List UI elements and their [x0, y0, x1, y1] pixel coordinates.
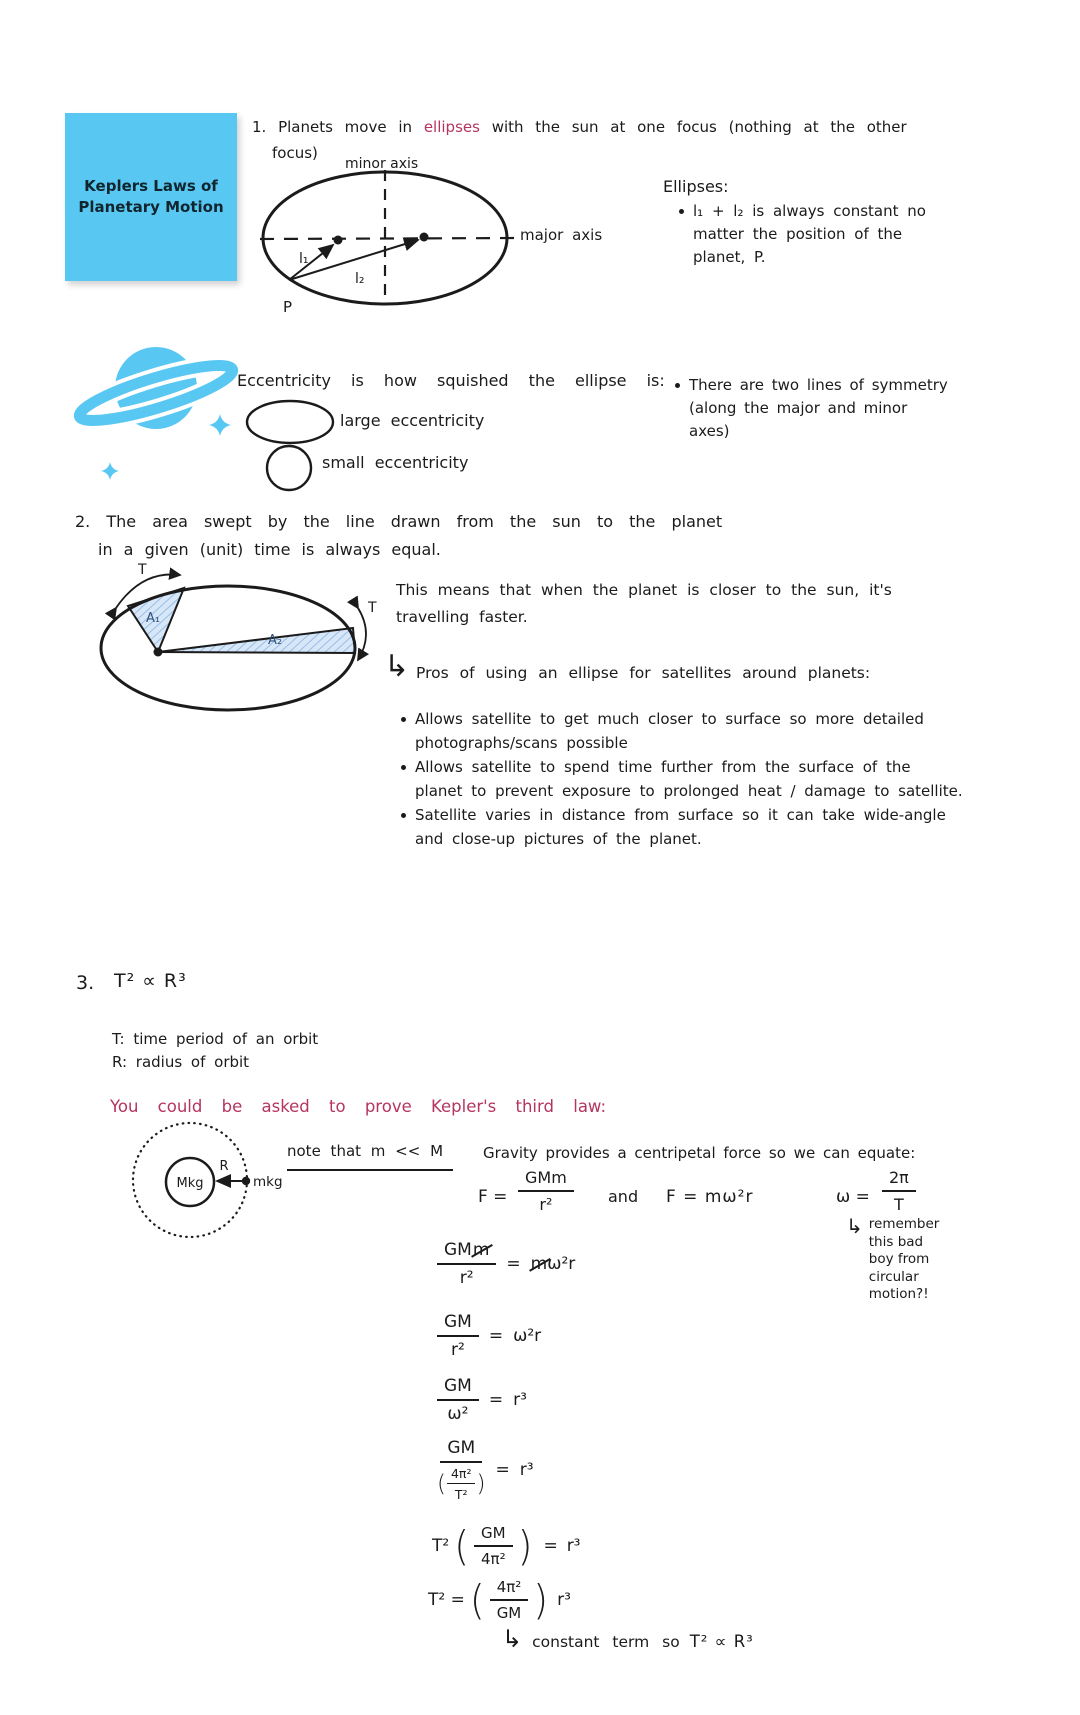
eccentricity-statement: Eccentricity is how squished the ellipse is: — [237, 371, 665, 390]
cancelled-mass-term: m — [472, 1240, 490, 1260]
remember-side-note — [846, 1216, 939, 1304]
term: r³ — [557, 1590, 571, 1610]
and-connector: and — [608, 1187, 639, 1206]
arrow-down-right-icon: ↳ — [384, 649, 410, 684]
term: ω²r — [513, 1326, 542, 1346]
page-title: Keplers Laws of Planetary Motion — [78, 177, 224, 216]
derivation-step-5 — [432, 1524, 581, 1568]
small-eccentricity-circle — [263, 443, 315, 493]
law2-statement-line2: in a given (unit) time is always equal. — [98, 540, 441, 559]
gravity-force-fraction — [518, 1168, 574, 1214]
major-axis-line — [260, 238, 518, 239]
sun-dot — [154, 648, 163, 657]
term: r² — [459, 1268, 474, 1288]
l1-label: l₁ — [299, 251, 309, 267]
large-eccentricity-ellipse — [243, 398, 337, 446]
exam-prompt: You could be asked to prove Kepler's third law: — [110, 1097, 607, 1116]
equals-sign: = — [495, 1460, 510, 1480]
derivation-conclusion — [502, 1625, 754, 1654]
satellite-mass-label: mkg — [253, 1174, 283, 1190]
ellipses-notes-heading: Ellipses: — [663, 177, 729, 196]
time-label-left: T — [138, 562, 147, 578]
conclusion-text: constant term so — [532, 1633, 680, 1651]
area-a1-label: A₁ — [146, 611, 161, 626]
large-eccentricity-label: large eccentricity — [340, 411, 485, 430]
remember-line: motion?! — [868, 1286, 929, 1302]
term: 4π² — [481, 1550, 506, 1568]
radius-label: R — [219, 1159, 229, 1174]
focus-2-dot — [420, 233, 429, 242]
circular-orbit-diagram — [118, 1118, 318, 1248]
central-mass-label: Mkg — [176, 1176, 204, 1191]
satellite-dot — [242, 1177, 250, 1185]
arrow-down-right-icon: ↳ — [502, 1625, 523, 1653]
title-sticky-note — [65, 113, 237, 281]
close-paren: ) — [476, 1470, 486, 1497]
omega-fraction — [882, 1168, 916, 1214]
derivation-step-2 — [437, 1312, 541, 1360]
ellipses-note-bullet-2: There are two lines of symmetry (along the major and minor axes) — [672, 374, 951, 443]
open-paren: ( — [437, 1470, 446, 1497]
derivation-step-4 — [437, 1438, 534, 1502]
fraction-denominator: T — [894, 1195, 904, 1214]
area-a2-label: A₂ — [268, 633, 283, 648]
law1-ellipse-diagram — [238, 152, 528, 317]
sparkle-icon — [209, 414, 231, 436]
term: T² — [432, 1536, 450, 1556]
equals-sign: = — [488, 1390, 504, 1410]
law2-statement-line1: 2. The area swept by the line drawn from the sun to the planet — [75, 512, 723, 531]
term: GM — [444, 1312, 472, 1332]
mass-note-underlined: note that m << M — [287, 1140, 453, 1171]
law2-meaning: This means that when the planet is closer to the sun, it's travelling faster. — [396, 581, 892, 626]
derivation-step-3 — [437, 1376, 527, 1424]
term: r³ — [519, 1460, 534, 1480]
term: 4π² — [496, 1578, 522, 1596]
cancelled-mass-term: m — [530, 1254, 548, 1274]
term: 4π² — [450, 1466, 472, 1481]
force-gravity-lhs: F = — [478, 1187, 508, 1207]
term: r³ — [513, 1390, 527, 1410]
term: T² — [454, 1487, 468, 1502]
fraction-denominator: r² — [539, 1195, 553, 1214]
time-label-right: T — [368, 600, 377, 616]
minor-axis-label: minor axis — [345, 156, 419, 172]
saturn-icon — [68, 326, 243, 496]
term: ω² — [447, 1404, 469, 1424]
focus-1-dot — [334, 236, 343, 245]
remember-line: remember — [868, 1216, 940, 1232]
equals-sign: = — [506, 1254, 521, 1274]
ellipses-note-bullet-1: l₁ + l₂ is always constant no matter the position of the planet, P. — [676, 200, 935, 269]
derivation-intro: Gravity provides a centripetal force so we can equate: — [483, 1144, 916, 1162]
equals-sign: = — [488, 1326, 504, 1346]
close-paren: ) — [533, 1576, 549, 1624]
l1-line — [289, 245, 333, 280]
term: r³ — [566, 1536, 581, 1556]
equal-areas-diagram — [86, 560, 386, 720]
fraction-numerator: 2π — [889, 1168, 909, 1187]
term: ω²r — [547, 1254, 576, 1274]
omega-lhs: ω = — [836, 1187, 870, 1207]
term: GM — [444, 1376, 472, 1396]
open-paren: ( — [454, 1522, 470, 1570]
conclusion-relation: T² ∝ R³ — [689, 1632, 754, 1651]
pros-bullet-2: Allows satellite to spend time further from the surface of the planet to prevent exposure to prolonged heat / damage to satellite. — [398, 756, 963, 803]
equals-sign: = — [543, 1536, 558, 1556]
point-p-label: P — [283, 298, 293, 316]
law3-def-t: T: time period of an orbit — [112, 1030, 319, 1048]
term: GM — [444, 1240, 472, 1260]
l2-label: l₂ — [355, 271, 365, 287]
major-axis-label: major axis — [520, 226, 603, 244]
law1-text-suffix: with the sun at one focus (nothing at the other — [491, 118, 907, 136]
arrow-down-right-icon: ↳ — [846, 1214, 863, 1238]
term: GM — [481, 1524, 506, 1542]
derivation-step-6 — [428, 1578, 571, 1622]
law1-highlight-ellipses: ellipses — [423, 118, 480, 136]
pros-bullet-list — [398, 708, 963, 851]
small-eccentricity-label: small eccentricity — [322, 453, 469, 472]
law1-statement-line1 — [252, 116, 972, 138]
law3-relation: T² ∝ R³ — [114, 970, 187, 992]
remember-line: this bad — [868, 1233, 924, 1250]
remember-line: boy from — [868, 1251, 930, 1267]
pros-heading: Pros of using an ellipse for satellites around planets: — [416, 664, 871, 682]
law1-text-prefix: 1. Planets move in — [252, 118, 413, 136]
remember-line: circular — [868, 1268, 919, 1285]
law3-def-r: R: radius of orbit — [112, 1053, 250, 1071]
sparkle-icon — [101, 462, 119, 480]
term: GM — [496, 1604, 522, 1622]
term: r² — [451, 1340, 465, 1360]
pros-bullet-1: Allows satellite to get much closer to surface so more detailed photographs/scans possible — [398, 708, 963, 755]
derivation-step-1 — [437, 1240, 575, 1288]
centripetal-force-eq: F = mω²r — [666, 1187, 754, 1207]
law1-statement-line2: focus) — [272, 144, 318, 162]
term: T² = — [428, 1590, 465, 1610]
close-paren: ) — [517, 1522, 533, 1570]
time-arc-right — [358, 608, 366, 660]
law3-number: 3. — [76, 972, 95, 994]
area-sector-a2 — [158, 628, 355, 653]
term: GM — [447, 1438, 476, 1458]
pros-bullet-3: Satellite varies in distance from surface so it can take wide-angle and close-up pictures of the planet. — [398, 804, 963, 851]
fraction-numerator: GMm — [525, 1168, 567, 1187]
open-paren: ( — [469, 1576, 485, 1624]
